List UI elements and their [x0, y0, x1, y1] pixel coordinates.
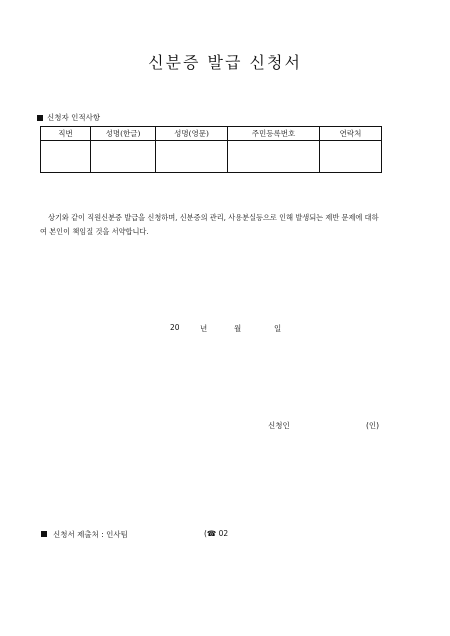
date-year-label: 년 [200, 324, 208, 333]
square-bullet-icon [41, 531, 47, 537]
date-year-prefix: 20 [170, 323, 180, 332]
date-line [0, 323, 450, 335]
applicant-label: 신청인 [268, 421, 290, 430]
section-label [37, 112, 100, 123]
cell-resident-number[interactable] [228, 141, 320, 173]
pledge-statement: 상기와 같이 직원신분증 발급을 신청하며, 신분증의 관리, 사용분실등으로 인해 발생되는 제반 문제에 대하여 본인이 책임질 것을 서약합니다. [40, 213, 379, 236]
header-contact: 연락처 [320, 127, 382, 141]
applicant-info-table [40, 126, 382, 173]
table-row [41, 141, 382, 173]
square-bullet-icon [37, 115, 43, 121]
cell-employee-number[interactable] [41, 141, 91, 173]
section-label-text: 신청자 인적사항 [47, 113, 101, 122]
header-employee-number: 직번 [41, 127, 91, 141]
header-name-korean: 성명(한글) [91, 127, 156, 141]
cell-name-english[interactable] [156, 141, 228, 173]
cell-contact[interactable] [320, 141, 382, 173]
submission-footer [0, 529, 450, 541]
header-name-english: 성명(영문) [156, 127, 228, 141]
table-header-row [41, 127, 382, 141]
header-resident-number: 주민등록번호 [228, 127, 320, 141]
applicant-line [0, 420, 450, 432]
page-title: 신분증 발급 신청서 [148, 53, 302, 72]
date-month-label: 월 [234, 324, 242, 333]
footer-phone: (☎ 02 [204, 529, 229, 538]
cell-name-korean[interactable] [91, 141, 156, 173]
date-day-label: 일 [274, 324, 282, 333]
footer-label: 신청서 제출처 : 인사팀 [53, 530, 128, 539]
applicant-seal: (인) [366, 421, 380, 430]
